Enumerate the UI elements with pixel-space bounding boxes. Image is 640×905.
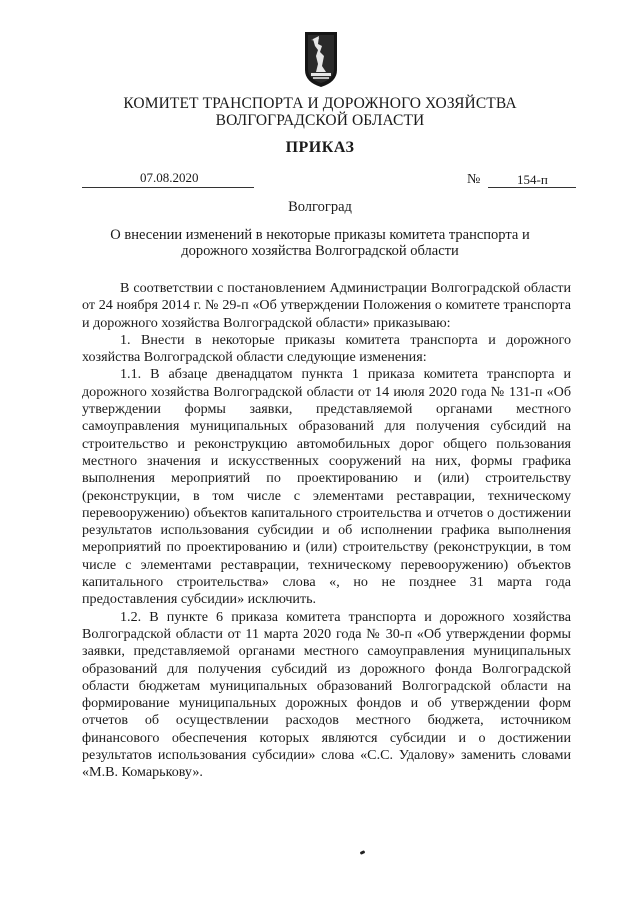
document-date: 07.08.2020 (140, 170, 199, 185)
body-paragraph-item-1-1: 1.1. В абзаце двенадцатом пункта 1 приказа комитета транспорта и дорожного хозяйства Волгоградской области от 14 июля 2020 года № 131-п «Об утверждении формы заявки, представляемой органами местного самоуправления муниципальных образований для получения субсидий на строительство и реконструкцию автомобильных дорог общего пользования местного значения и искусственных сооружений на них, формы графика выполнения мероприятий по проектированию и (или) строительству (реконструкции, в том числе с элементами реставрации, техническому перевооружению) объектов капитального строительства и отчетов о достижении результатов использования субсидии и об исполнении графика выполнения мероприятий по проектированию и (или) строительству (реконструкции, в том числе с элементами реставрации, техническому перевооружению) объектов капитального строительства» слова «, но не позднее 31 марта года предоставления субсидии» исключить. (82, 366, 571, 608)
organization-name (0, 95, 640, 129)
organization-name-line1: КОМИТЕТ ТРАНСПОРТА И ДОРОЖНОГО ХОЗЯЙСТВА (123, 95, 517, 112)
body-paragraph-item-1-2: 1.2. В пункте 6 приказа комитета транспорта и дорожного хозяйства Волгоградской области от 11 марта 2020 года № 30-п «Об утверждении формы заявки, представляемой органами местного самоуправления муниципальных образований для получения субсидий из дорожного фонда Волгоградской области бюджетам муниципальных образований Волгоградской области на формирование муниципальных дорожных фондов и об утверждении форм отчетов об осуществлении расходов местного бюджета, источником финансового обеспечения которых являются субсидии и о достижении результатов использования субсидии» слова «С.С. Удалову» заменить словами «М.В. Комарькову». (82, 608, 571, 781)
pen-mark (360, 850, 366, 855)
organization-name-line2: ВОЛГОГРАДСКОЙ ОБЛАСТИ (215, 112, 425, 129)
body-paragraph-item-1: 1. Внести в некоторые приказы комитета транспорта и дорожного хозяйства Волгоградской области следующие изменения: (82, 331, 571, 366)
number-sign: № (467, 172, 481, 187)
document-body (82, 280, 571, 782)
document-number: 154-п (517, 172, 548, 187)
document-type: ПРИКАЗ (285, 139, 355, 156)
subject-line1: О внесении изменений в некоторые приказы комитета транспорта и (110, 227, 530, 243)
document-city: Волгоград (288, 199, 352, 215)
volgograd-coat-of-arms-icon (303, 30, 339, 88)
body-paragraph-preamble: В соответствии с постановлением Администрации Волгоградской области от 24 ноября 2014 г. № 29-п «Об утверждении Положения о комитете транспорта и дорожного хозяйства Волгоградской области» приказываю: (82, 280, 571, 331)
document-subject (0, 227, 640, 259)
date-underline (82, 187, 254, 188)
number-underline (488, 187, 576, 188)
subject-line2: дорожного хозяйства Волгоградской области (181, 243, 459, 259)
